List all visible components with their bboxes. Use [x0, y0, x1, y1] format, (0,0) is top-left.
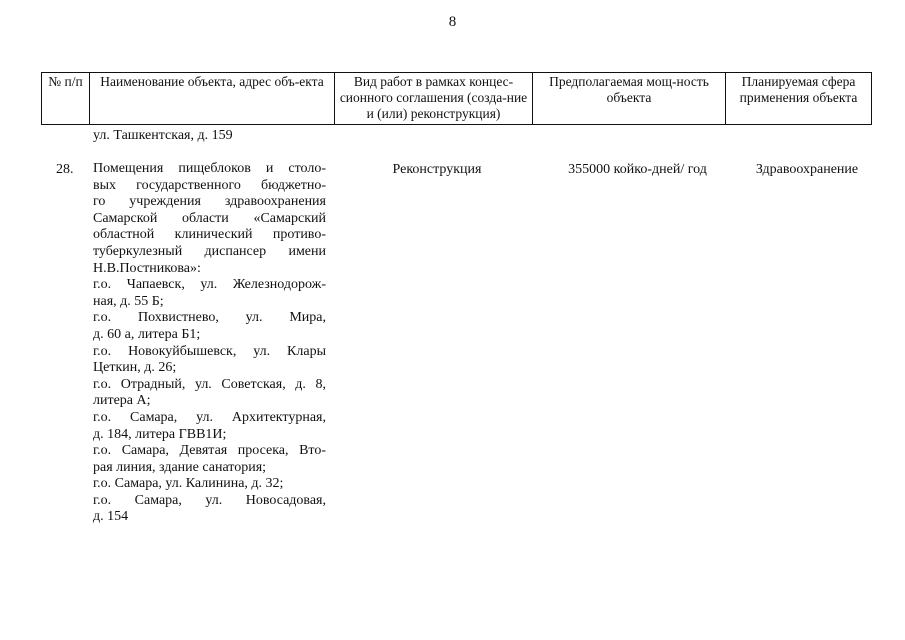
header-col-number-label: № п/п	[48, 74, 83, 89]
header-col-capacity-label: Предполагаемая мощ-ность объекта	[549, 74, 709, 105]
name-line: литера А;	[93, 393, 151, 409]
row-works-type: Реконструкция	[392, 162, 482, 177]
header-col-sphere-label: Планируемая сфера применения объекта	[739, 74, 858, 105]
header-col-sphere	[726, 73, 872, 125]
header-col-name-label: Наименование объекта, адрес объ-екта	[100, 74, 324, 89]
name-line: областной клинический противо-	[93, 227, 326, 243]
page-number: 8	[448, 14, 457, 30]
name-line: д. 154	[93, 509, 129, 525]
table-header	[41, 72, 872, 125]
header-col-works	[335, 73, 533, 125]
name-line: вых государственного бюджетно-	[93, 177, 326, 193]
name-line: г.о. Самара, ул. Новосадовая,	[93, 492, 326, 508]
name-line: туберкулезный диспансер имени	[93, 243, 326, 259]
name-line: ная, д. 55 Б;	[93, 293, 164, 309]
name-line: рая линия, здание санатория;	[93, 459, 267, 475]
header-col-number	[42, 73, 90, 125]
row-number: 28.	[56, 162, 74, 177]
row-capacity: 355000 койко-дней/ год	[568, 162, 707, 177]
name-line: г.о. Похвистнево, ул. Мира,	[93, 310, 326, 326]
name-line: Н.В.Постникова»:	[93, 260, 201, 276]
name-line: г.о. Самара, Девятая просека, Вто-	[93, 443, 326, 459]
table-header-row	[42, 73, 872, 125]
row-sphere: Здравоохранение	[755, 162, 859, 177]
name-line: д. 184, литера ГВВ1И;	[93, 426, 227, 442]
continuation-text: ул. Ташкентская, д. 159	[93, 128, 233, 143]
name-line: Самарской области «Самарский	[93, 210, 326, 226]
name-line: го учреждения здравоохранения	[93, 194, 326, 210]
name-line: г.о. Новокуйбышевск, ул. Клары	[93, 343, 326, 359]
row-object-name	[93, 161, 326, 526]
header-col-name	[90, 73, 335, 125]
name-line: д. 60 а, литера Б1;	[93, 326, 201, 342]
name-line: г.о. Отрадный, ул. Советская, д. 8,	[93, 376, 326, 392]
name-line: Цеткин, д. 26;	[93, 360, 177, 376]
name-line: г.о. Чапаевск, ул. Железнодорож-	[93, 277, 326, 293]
name-line: Помещения пищеблоков и столо-	[93, 161, 326, 176]
name-line: г.о. Самара, ул. Архитектурная,	[93, 409, 326, 425]
header-col-works-label: Вид работ в рамках концес-сионного соглашения (созда-ние и (или) реконструкция)	[339, 74, 528, 121]
header-col-capacity	[533, 73, 726, 125]
name-line: г.о. Самара, ул. Калинина, д. 32;	[93, 476, 284, 492]
